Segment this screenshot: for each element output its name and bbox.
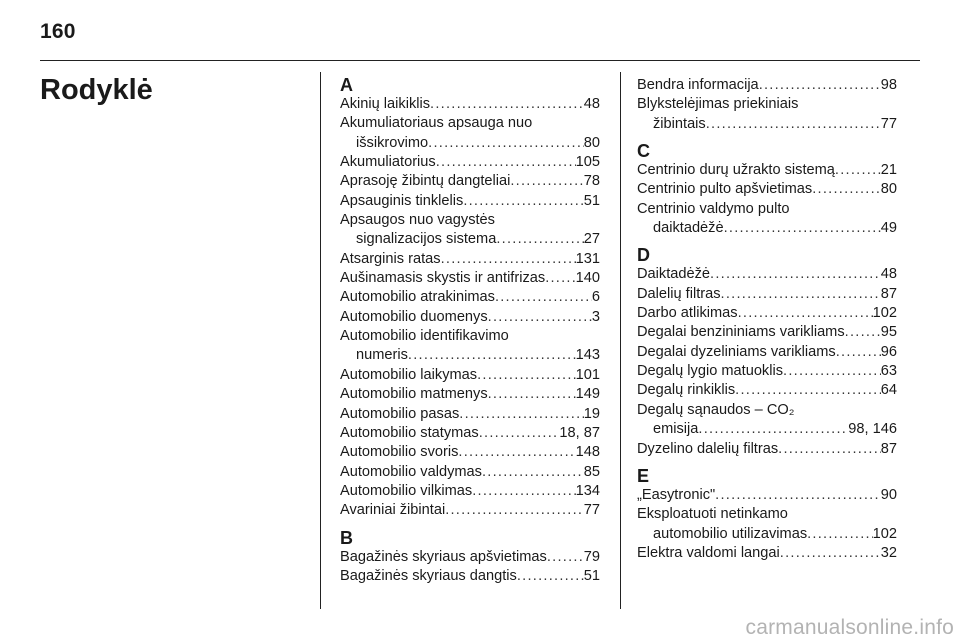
index-entry — [340, 567, 600, 586]
index-entry-page: 105 — [575, 154, 600, 171]
dot-leader — [738, 304, 873, 323]
index-entry — [340, 385, 600, 404]
dot-leader — [510, 172, 583, 191]
dot-leader — [807, 525, 873, 544]
index-entry-page: 134 — [575, 482, 600, 499]
dot-leader — [698, 420, 848, 439]
index-entry-term: Degalų rinkiklis — [637, 382, 736, 399]
index-entry-term: Apsauginis tinklelis — [340, 192, 464, 209]
dot-leader — [715, 486, 881, 505]
dot-leader — [459, 405, 584, 424]
index-entry-term: Darbo atlikimas — [637, 305, 738, 322]
index-entry-term-line: Akumuliatoriaus apsauga nuo — [340, 115, 533, 132]
index-entry-page: 131 — [575, 250, 600, 267]
index-entry — [637, 323, 897, 342]
index-entry-page: 96 — [880, 343, 897, 360]
index-entry-page: 80 — [583, 134, 600, 151]
index-entry-term: „Easytronic" — [637, 486, 716, 503]
index-letter-heading: C — [637, 141, 650, 162]
index-entry-page: 6 — [591, 289, 600, 306]
index-entry-page: 79 — [583, 548, 600, 565]
index-entry-page: 32 — [880, 544, 897, 561]
index-entry-term: Aprasoję žibintų dangteliai — [340, 173, 511, 190]
dot-leader — [495, 288, 592, 307]
dot-leader — [436, 153, 576, 172]
index-entry-term: Automobilio matmenys — [340, 386, 488, 403]
index-letter-heading: A — [340, 75, 353, 95]
index-entry — [637, 219, 897, 238]
index-entry — [637, 304, 897, 323]
dot-leader — [482, 463, 584, 482]
index-letter-heading: D — [637, 245, 650, 266]
index-entry-term: numeris — [356, 347, 408, 364]
dot-leader — [472, 482, 575, 501]
index-entry-page: 48 — [583, 96, 600, 112]
index-letter-heading: E — [637, 465, 650, 486]
index-entry — [340, 548, 600, 567]
dot-leader — [783, 362, 881, 381]
index-entry — [637, 381, 897, 400]
index-entry-term-line: Centrinio valdymo pulto — [637, 200, 790, 217]
dot-leader — [441, 250, 576, 269]
dot-leader — [496, 230, 583, 249]
index-entry — [637, 161, 897, 180]
index-entry-term: emisija — [653, 421, 699, 438]
index-entry — [340, 192, 600, 211]
index-entry-term-line: Apsaugos nuo vagystės — [340, 212, 495, 229]
dot-leader — [547, 548, 584, 567]
index-entry-page: 98 — [880, 77, 897, 93]
index-entry — [637, 115, 897, 134]
index-entry-page: 18, 87 — [559, 424, 600, 441]
index-entry-term: Dyzelino dalelių filtras — [637, 440, 779, 457]
index-entry-term: Automobilio laikymas — [340, 366, 478, 383]
index-entry-term: Automobilio svoris — [340, 444, 459, 461]
index-entry-term: Degalai dyzeliniams varikliams — [637, 343, 836, 360]
index-entry-page: 3 — [591, 308, 600, 325]
index-entry-term: Atsarginis ratas — [340, 250, 441, 267]
index-entry — [637, 544, 897, 563]
index-entry-page: 101 — [575, 366, 600, 383]
dot-leader — [812, 180, 881, 199]
dot-leader — [545, 269, 575, 288]
index-column-1 — [340, 76, 600, 586]
dot-leader — [488, 385, 576, 404]
dot-leader — [835, 161, 881, 180]
index-entry — [637, 440, 897, 459]
index-entry-term: Automobilio valdymas — [340, 463, 482, 480]
dot-leader — [463, 192, 583, 211]
index-entry-term: signalizacijos sistema — [356, 231, 497, 248]
index-entry-page: 27 — [583, 231, 600, 248]
index-entry — [340, 424, 600, 443]
index-entry-term: Automobilio vilkimas — [340, 482, 473, 499]
index-entry-page: 49 — [880, 220, 897, 237]
column-divider-left — [320, 72, 321, 609]
dot-leader — [428, 134, 584, 153]
index-entry — [340, 501, 600, 520]
index-entry-page: 148 — [575, 444, 600, 461]
index-entry — [637, 420, 897, 439]
index-entry-term: Degalai benzininiams varikliams — [637, 324, 845, 341]
page-number: 160 — [40, 20, 76, 43]
dot-leader — [477, 366, 576, 385]
index-entry — [637, 486, 897, 505]
index-entry-term-line: Blykstelėjimas priekiniais — [637, 96, 799, 113]
index-entry — [340, 269, 600, 288]
dot-leader — [721, 285, 881, 304]
index-entry-term: Bagažinės skyriaus dangtis — [340, 567, 517, 584]
index-entry-page: 51 — [583, 567, 600, 584]
index-entry-term: Aušinamasis skystis ir antifrizas — [340, 270, 546, 287]
index-entry — [637, 180, 897, 199]
index-entry-term: Automobilio statymas — [340, 424, 479, 441]
index-entry — [637, 343, 897, 362]
index-entry-page: 80 — [880, 181, 897, 198]
index-entry — [637, 265, 897, 284]
index-entry-page: 78 — [583, 173, 600, 190]
index-entry-term-line: Automobilio identifikavimo — [340, 328, 509, 345]
index-entry-page: 64 — [880, 382, 897, 399]
index-entry-term: Automobilio duomenys — [340, 308, 488, 325]
index-entry-page: 21 — [880, 162, 897, 179]
index-entry-page: 143 — [575, 347, 600, 364]
dot-leader — [445, 501, 584, 520]
index-entry — [340, 250, 600, 269]
column-divider-right — [620, 72, 621, 609]
index-entry-page: 87 — [880, 285, 897, 302]
index-entry-page: 102 — [872, 525, 897, 542]
index-entry — [637, 76, 897, 95]
index-entry — [340, 172, 600, 191]
index-entry — [340, 95, 600, 114]
index-entry-page: 51 — [583, 192, 600, 209]
index-entry — [340, 288, 600, 307]
dot-leader — [710, 265, 881, 284]
index-entry-term: Akumuliatorius — [340, 154, 436, 171]
dot-leader — [735, 381, 881, 400]
index-entry-page: 98, 146 — [848, 421, 897, 438]
index-entry-term: daiktadėžė — [653, 220, 724, 237]
index-column-2 — [637, 76, 897, 563]
index-entry — [340, 230, 600, 249]
index-entry — [340, 463, 600, 482]
index-entry-term: Akinių laikiklis — [340, 96, 431, 112]
index-entry — [637, 525, 897, 544]
index-entry — [340, 366, 600, 385]
index-entry-term: Bendra informacija — [637, 77, 759, 93]
index-entry-page: 48 — [880, 266, 897, 283]
index-entry-page: 19 — [583, 405, 600, 422]
index-entry — [340, 346, 600, 365]
index-entry — [637, 362, 897, 381]
dot-leader — [836, 343, 881, 362]
index-entry-page: 140 — [575, 270, 600, 287]
index-entry-term: Elektra valdomi langai — [637, 544, 780, 561]
index-entry-term: žibintais — [653, 115, 706, 132]
watermark: carmanualsonline.info — [745, 616, 954, 639]
index-entry-page: 63 — [880, 363, 897, 380]
index-entry-term: Centrinio durų užrakto sistemą — [637, 162, 835, 179]
index-entry-term: Automobilio pasas — [340, 405, 460, 422]
index-entry-page: 87 — [880, 440, 897, 457]
index-entry-term: Degalų lygio matuoklis — [637, 363, 784, 380]
index-entry-term: išsikrovimo — [356, 134, 429, 151]
index-letter-heading: B — [340, 527, 353, 548]
index-entry-term: Centrinio pulto apšvietimas — [637, 181, 813, 198]
index-entry — [340, 405, 600, 424]
index-entry — [340, 443, 600, 462]
index-entry-term: Bagažinės skyriaus apšvietimas — [340, 548, 547, 565]
index-entry-term: Daiktadėžė — [637, 266, 711, 283]
index-entry — [340, 482, 600, 501]
index-entry-page: 95 — [880, 324, 897, 341]
index-entry-page: 90 — [880, 486, 897, 503]
index-entry-page: 77 — [880, 115, 897, 132]
index-entry — [637, 285, 897, 304]
index-entry — [340, 153, 600, 172]
index-entry-term: Automobilio atrakinimas — [340, 289, 495, 306]
index-entry-term-line: Eksploatuoti netinkamo — [637, 506, 788, 523]
dot-leader — [517, 567, 584, 586]
top-rule — [40, 60, 920, 61]
index-entry-page: 102 — [872, 305, 897, 322]
dot-leader — [458, 443, 575, 462]
dot-leader — [479, 424, 560, 443]
dot-leader — [430, 95, 584, 114]
dot-leader — [780, 544, 881, 563]
index-entry-term: Avariniai žibintai — [340, 502, 446, 519]
index-entry — [340, 308, 600, 327]
index-entry-term: Dalelių filtras — [637, 285, 721, 302]
dot-leader — [778, 440, 881, 459]
section-title: Rodyklė — [40, 74, 153, 106]
dot-leader — [724, 219, 881, 238]
index-entry-page: 85 — [583, 463, 600, 480]
index-entry-page: 77 — [583, 502, 600, 519]
dot-leader — [845, 323, 881, 342]
dot-leader — [706, 115, 881, 134]
index-entry-page: 149 — [575, 386, 600, 403]
dot-leader — [408, 346, 576, 365]
index-entry — [340, 134, 600, 153]
dot-leader — [488, 308, 592, 327]
index-entry-term-line: Degalų sąnaudos – CO₂ — [637, 401, 795, 418]
dot-leader — [759, 76, 881, 95]
index-entry-term: automobilio utilizavimas — [653, 525, 808, 542]
